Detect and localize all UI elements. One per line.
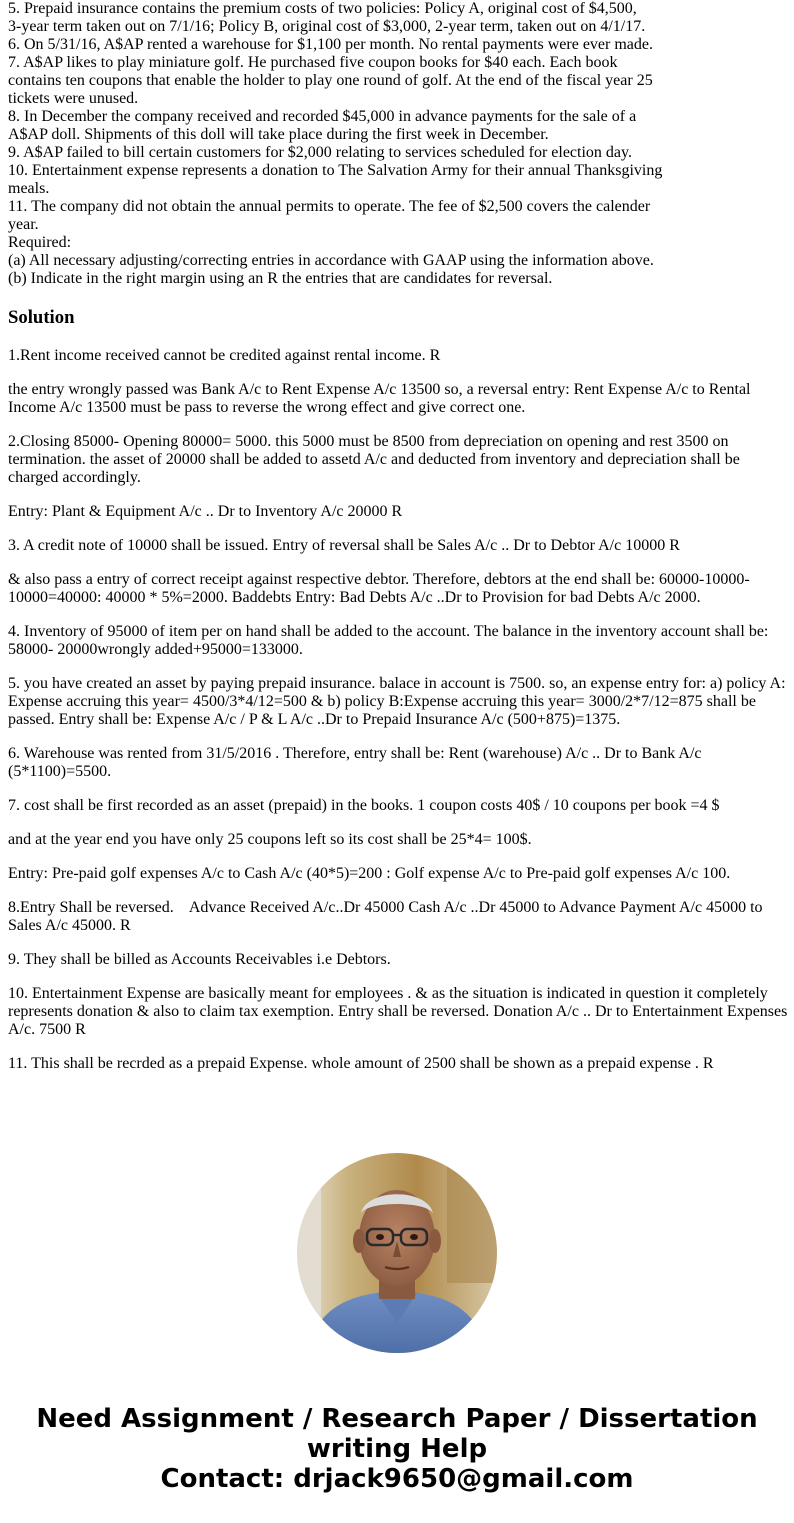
question-line: 8. In December the company received and recorded $45,000 in advance payments for the sale of a [8, 108, 637, 125]
solution-paragraph: 9. They shall be billed as Accounts Receivables i.e Debtors. [8, 951, 391, 968]
question-line: (b) Indicate in the right margin using an R the entries that are candidates for reversal. [8, 270, 553, 287]
question-line: (a) All necessary adjusting/correcting entries in accordance with GAAP using the information above. [8, 252, 654, 269]
solution-paragraph: 3. A credit note of 10000 shall be issued. Entry of reversal shall be Sales A/c .. Dr to Debtor A/c 10000 R [8, 537, 680, 554]
solution-paragraph: the entry wrongly passed was Bank A/c to Rent Expense A/c 13500 so, a reversal entry: Rent Expense A/c to Rental Income A/c 13500 must be pass to reverse the wrong effect and give correct one. [8, 381, 751, 416]
solution-paragraph: 4. Inventory of 95000 of item per on hand shall be added to the account. The balance in the inventory account shall be: 58000- 20000wrongly added+95000=133000. [8, 623, 769, 658]
question-text [8, 0, 790, 288]
solution-paragraph: 10. Entertainment Expense are basically meant for employees . & as the situation is indicated in question it completely represents donation & also to claim tax exemption. Entry shall be reversed. Donation A/c .. Dr to Entertainment Expenses A/c. 7500 R [8, 985, 788, 1038]
solution-paragraph: 1.Rent income received cannot be credited against rental income. R [8, 347, 441, 364]
promo-line-2: writing Help [306, 1434, 488, 1464]
solution-paragraph: 11. This shall be recrded as a prepaid Expense. whole amount of 2500 shall be shown as a prepaid expense . R [8, 1055, 714, 1072]
solution-heading: Solution [8, 307, 75, 328]
avatar [297, 1153, 497, 1353]
question-line: 10. Entertainment expense represents a donation to The Salvation Army for their annual Thanksgiving [8, 162, 663, 179]
question-line: 9. A$AP failed to bill certain customers for $2,000 relating to services scheduled for election day. [8, 144, 632, 161]
solution-paragraph: Entry: Pre-paid golf expenses A/c to Cash A/c (40*5)=200 : Golf expense A/c to Pre-paid golf expenses A/c 100. [8, 865, 731, 882]
question-line: 7. A$AP likes to play miniature golf. He purchased five coupon books for $40 each. Each book [8, 54, 618, 71]
solution-paragraph: & also pass a entry of correct receipt against respective debtor. Therefore, debtors at the end shall be: 60000-10000-10000=40000: 40000 * 5%=2000. Baddebts Entry: Bad Debts A/c ..Dr to Provision for bad Debts A/c 2000. [8, 571, 750, 606]
question-line: contains ten coupons that enable the holder to play one round of golf. At the end of the fiscal year 25 [8, 72, 653, 89]
solution-paragraph: 7. cost shall be first recorded as an asset (prepaid) in the books. 1 coupon costs 40$ / 10 coupons per book =4 $ [8, 797, 720, 814]
solution-paragraph: 5. you have created an asset by paying prepaid insurance. balace in account is 7500. so, an expense entry for: a) policy A: Expense accruing this year= 4500/3*4/12=500 & b) policy B:Expense accruing this year= 3000/2*7/12=875 shall be passed. Entry shall be: Expense A/c / P & L A/c ..Dr to Prepaid Insurance A/c (500+875)=1375. [8, 675, 786, 728]
question-line: 3-year term taken out on 7/1/16; Policy B, original cost of $3,000, 2-year term, taken out on 4/1/17. [8, 18, 646, 35]
question-line: meals. [8, 180, 50, 197]
question-line: year. [8, 216, 39, 233]
question-line: tickets were unused. [8, 90, 139, 107]
question-line: 5. Prepaid insurance contains the premium costs of two policies: Policy A, original cost of $4,500, [8, 0, 637, 17]
promo-contact: Contact: drjack9650@gmail.com [160, 1464, 634, 1494]
question-line: 11. The company did not obtain the annual permits to operate. The fee of $2,500 covers the calender [8, 198, 651, 215]
solution-paragraph: 8.Entry Shall be reversed. Advance Received A/c..Dr 45000 Cash A/c ..Dr 45000 to Advance Payment A/c 45000 to Sales A/c 45000. R [8, 899, 763, 934]
document-body [8, 0, 790, 1073]
tutor-photo-icon [297, 1153, 497, 1353]
solution-paragraph: and at the year end you have only 25 coupons left so its cost shall be 25*4= 100$. [8, 831, 532, 848]
promo-banner [0, 1404, 794, 1494]
promo-line-1: Need Assignment / Research Paper / Dissertation [36, 1404, 758, 1434]
question-line: A$AP doll. Shipments of this doll will take place during the first week in December. [8, 126, 549, 143]
question-line: Required: [8, 234, 72, 251]
question-line: 6. On 5/31/16, A$AP rented a warehouse for $1,100 per month. No rental payments were ever made. [8, 36, 654, 53]
solution-paragraph: 2.Closing 85000- Opening 80000= 5000. this 5000 must be 8500 from depreciation on opening and rest 3500 on termination. the asset of 20000 shall be added to assetd A/c and deducted from inventory and depreciation shall be charged accordingly. [8, 433, 740, 486]
solution-paragraph: Entry: Plant & Equipment A/c .. Dr to Inventory A/c 20000 R [8, 503, 403, 520]
solution-paragraph: 6. Warehouse was rented from 31/5/2016 . Therefore, entry shall be: Rent (warehouse) A/c .. Dr to Bank A/c (5*1100)=5500. [8, 745, 702, 780]
